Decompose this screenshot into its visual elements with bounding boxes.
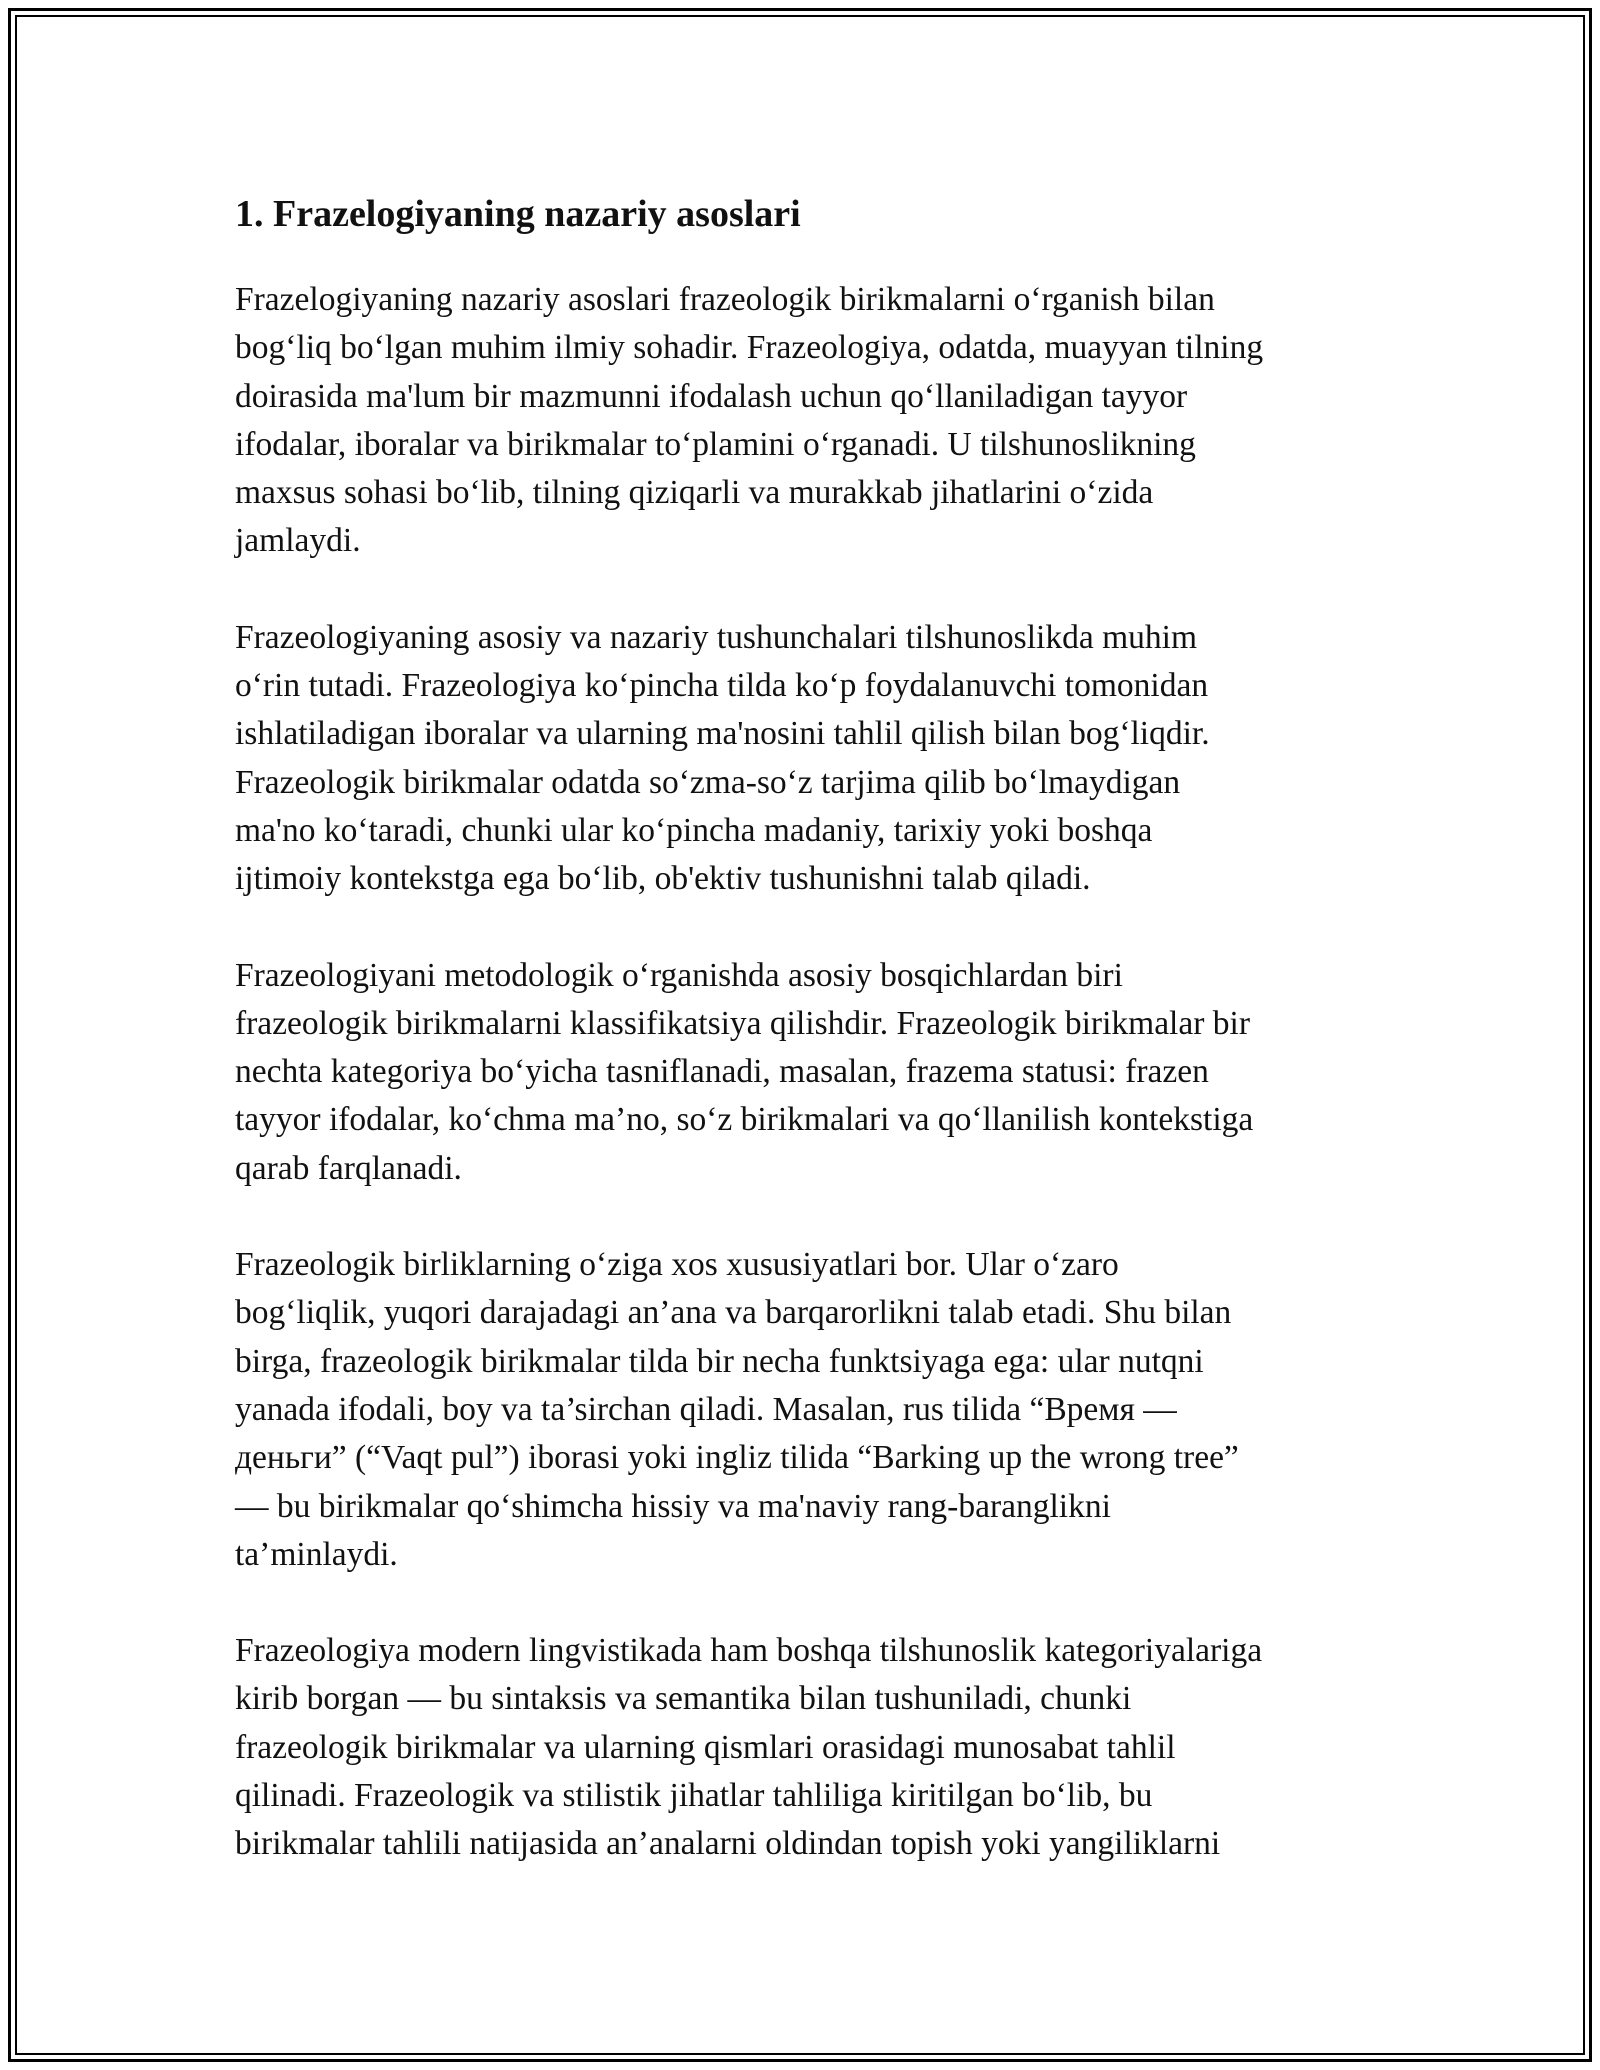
document-body <box>235 182 1370 1917</box>
paragraph-4: Frazeologik birliklarning o‘ziga xos xususiyatlari bor. Ular o‘zaro bog‘liqlik, yuqori darajadagi an’ana va barqarorlikni talab etadi. Shu bilan birga, frazeologik birikmalar tilda bir necha funktsiyaga ega: ular nutqni yanada ifodali, boy va ta’sirchan qiladi. Masalan, rus tilida “Время — деньги” (“Vaqt pul”) iborasi yoki ingliz tilida “Barking up the wrong tree” — bu birikmalar qo‘shimcha hissiy va ma'naviy rang-baranglikni ta’minlaydi. <box>235 1246 1239 1573</box>
paragraph-5: Frazeologiya modern lingvistikada ham boshqa tilshunoslik kategoriyalariga kirib borgan — bu sintaksis va semantika bilan tushuniladi, chunki frazeologik birikmalar va ularning qismlari orasidagi munosabat tahlil qilinadi. Frazeologik va stilistik jihatlar tahliliga kiritilgan bo‘lib, bu birikmalar tahlili natijasida an’analarni oldindan topish yoki yangiliklarni <box>235 1632 1263 1863</box>
paragraph-2: Frazeologiyaning asosiy va nazariy tushunchalari tilshunoslikda muhim o‘rin tutadi. Frazeologiya ko‘pincha tilda ko‘p foydalanuvchi tomonidan ishlatiladigan iboralar va ularning ma'nosini tahlil qilish bilan bog‘liqdir. Frazeologik birikmalar odatda so‘zma-so‘z tarjima qilib bo‘lmaydigan ma'no ko‘taradi, chunki ular ko‘pincha madaniy, tarixiy yoki boshqa ijtimoiy kontekstga ega bo‘lib, ob'ektiv tushunishni talab qiladi. <box>235 618 1210 898</box>
section-heading: 1. Frazelogiyaning nazariy asoslari <box>235 193 801 235</box>
paragraph-1: Frazelogiyaning nazariy asoslari frazeologik birikmalarni o‘rganish bilan bog‘liq bo‘lgan muhim ilmiy sohadir. Frazeologiya, odatda, muayyan tilning doirasida ma'lum bir mazmunni ifodalash uchun qo‘llaniladigan tayyor ifodalar, iboralar va birikmalar to‘plamini o‘rganadi. U tilshunoslikning maxsus sohasi bo‘lib, tilning qiziqarli va murakkab jihatlarini o‘zida jamlaydi. <box>235 281 1264 560</box>
paragraph-3: Frazeologiyani metodologik o‘rganishda asosiy bosqichlardan biri frazeologik birikmalarni klassifikatsiya qilishdir. Frazeologik birikmalar bir nechta kategoriya bo‘yicha tasniflanadi, masalan, frazema statusi: frazen tayyor ifodalar, ko‘chma ma’no, so‘z birikmalari va qo‘llanilish kontekstiga qarab farqlanadi. <box>235 956 1254 1187</box>
